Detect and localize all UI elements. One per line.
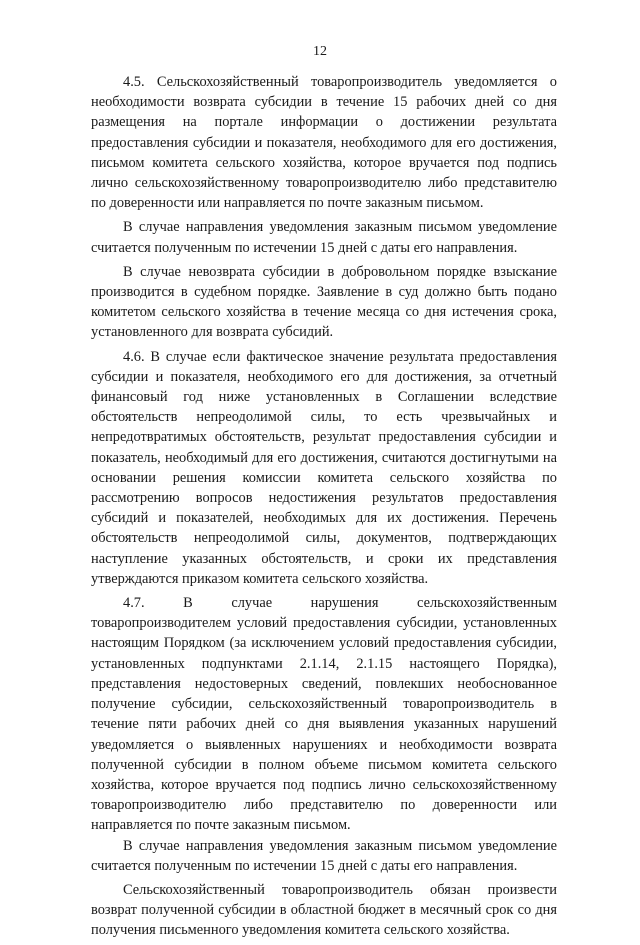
page-number: 12 <box>313 44 327 59</box>
document-body <box>91 72 557 945</box>
paragraph-court-recovery: В случае невозврата субсидии в добровольном порядке взыскание производится в судебном порядке. Заявление в суд должно быть подано комитетом сельского хозяйства в течение месяца со дня истечения срока, установленного для возврата субсидий. <box>91 263 557 341</box>
paragraph-4-6: 4.6. В случае если фактическое значение результата предоставления субсидии и показателя, необходимого его для достижения, за отчетный финансовый год ниже установленных в Соглашении вследствие обстоятельств непреодолимой силы, то есть чрезвычайных и непредотвратимых обстоятельств, результат предоставления субсидии и показатель, необходимый для его достижения, считаются достигнутыми на основании решения комиссии комитета сельского хозяйства по рассмотрению вопросов недостижения результатов предоставления субсидий и показателей, необходимых для их достижения. Перечень обстоятельств непреодолимой силы, документов, подтверждающих наступление указанных обстоятельств, и сроки их представления утверждаются приказом комитета сельского хозяйства. <box>91 348 557 587</box>
paragraph-return-obligation: Сельскохозяйственный товаропроизводитель обязан произвести возврат полученной субсидии в областной бюджет в месячный срок со дня получения письменного уведомления комитета сельского хозяйства. <box>91 881 557 939</box>
paragraph-registered-mail-notice: В случае направления уведомления заказным письмом уведомление считается полученным по истечении 15 дней с даты его направления. <box>91 219 557 256</box>
paragraph-4-7: 4.7. В случае нарушения сельскохозяйственным товаропроизводителем условий предоставления субсидии, установленных настоящим Порядком (за исключением условий предоставления субсидии, установленных подпунктами 2.1.14, 2.1.15 настоящего Порядка), представления недостоверных сведений, повлекших необоснованное получение субсидии, сельскохозяйственный товаропроизводитель в течение пяти рабочих дней со дня выявления указанных нарушений уведомляется о выявленных нарушениях и необходимости возврата полученной субсидии в полном объеме письмом комитета сельского хозяйства, которое вручается под подпись лично сельскохозяйственному товаропроизводителю либо представителю по доверенности или направляется по почте заказным письмом. <box>91 595 557 834</box>
paragraph-registered-mail-notice-2: В случае направления уведомления заказным письмом уведомление считается полученным по истечении 15 дней с даты его направления. <box>91 837 557 874</box>
paragraph-4-5: 4.5. Сельскохозяйственный товаропроизводитель уведомляется о необходимости возврата субсидии в течение 15 рабочих дней со дня размещения на портале информации о достижении результата предоставления субсидии и показателя, необходимого для его достижения, письмом комитета сельского хозяйства, которое вручается под подпись лично сельскохозяйственному товаропроизводителю либо представителю по доверенности или направляется по почте заказным письмом. <box>91 74 557 212</box>
